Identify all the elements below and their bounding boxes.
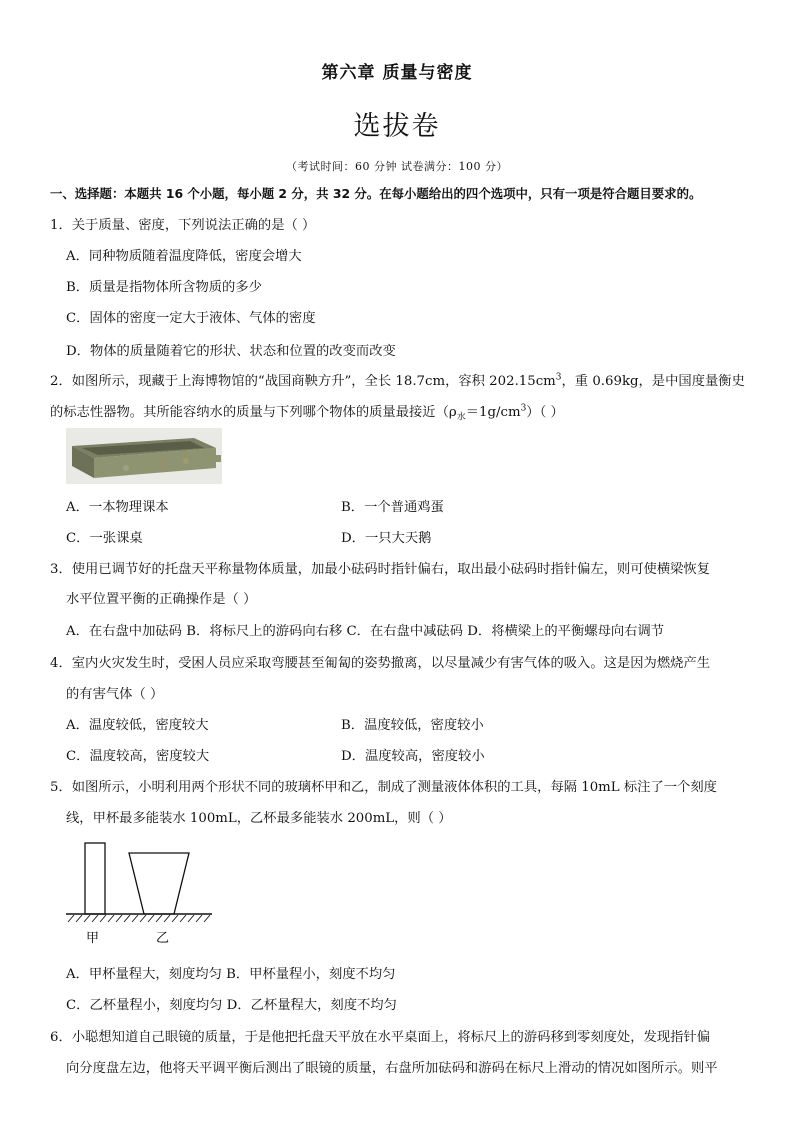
q2-sup-2: 3: [520, 403, 527, 414]
q2-sub-water: 水: [456, 412, 466, 423]
q2-stem-line2: [50, 401, 750, 423]
q2-text-1a: 2．如图所示，现藏于上海博物馆的“战国商鞅方升”，全长 18.7cm，容积 202.15cm: [50, 374, 556, 389]
q2-option-b: B．一个普通鸡蛋: [341, 500, 444, 515]
cups-diagram: [64, 838, 214, 946]
q4-option-c: C．温度较高，密度较大: [66, 749, 210, 764]
label-yi: 乙: [156, 931, 170, 946]
q1-option-b: B．质量是指物体所含物质的多少: [66, 280, 262, 295]
q2-stem-line1: [50, 370, 750, 389]
q2-text-2a: 的标志性器物。其所能容纳水的质量与下列哪个物体的质量最接近（ρ: [50, 405, 457, 420]
q2-text-2c: ）（ ）: [526, 405, 564, 420]
table-hatching: [68, 915, 210, 922]
q2-option-a: A．一本物理课本: [66, 500, 169, 515]
q5-options-line2: C．乙杯量程小，刻度均匀 D．乙杯量程大，刻度不均匀: [66, 998, 397, 1013]
label-jia: 甲: [86, 931, 100, 946]
q1-option-a: A．同种物质随着温度降低，密度会增大: [66, 249, 302, 264]
q6-stem-line2: 向分度盘左边，他将天平调平衡后测出了眼镜的质量，右盘所加砝码和游码在标尺上滑动的情况如图所示。则平: [66, 1061, 718, 1076]
q4-option-a: A．温度较低，密度较大: [66, 718, 209, 733]
q2-text-2b: ＝1g/cm: [465, 405, 521, 420]
q2-option-d: D．一只大天鹅: [341, 531, 432, 546]
q3-options: A．在右盘中加砝码 B．将标尺上的游码向右移 C．在右盘中减砝码 D．将横梁上的平衡螺母向右调节: [66, 624, 665, 639]
q3-stem-line1: 3．使用已调节好的托盘天平称量物体质量，加最小砝码时指针偏右，取出最小砝码时指针偏左，则可使横梁恢复: [50, 562, 711, 577]
section-heading: 一、选择题：本题共 16 个小题，每小题 2 分，共 32 分。在每小题给出的四个选项中，只有一项是符合题目要求的。: [50, 186, 702, 201]
q4-option-d: D．温度较高，密度较小: [341, 749, 485, 764]
q2-sup-1: 3: [555, 372, 562, 383]
exam-meta: （考试时间：60 分钟 试卷满分：100 分）: [286, 160, 508, 173]
q3-stem-line2: 水平位置平衡的正确操作是（ ）: [66, 592, 257, 607]
q4-option-b: B．温度较低，密度较小: [341, 718, 484, 733]
chapter-heading: 第六章 质量与密度: [321, 63, 473, 83]
q4-stem-line1: 4．室内火灾发生时，受困人员应采取弯腰甚至匍匐的姿势撤离，以尽量减少有害气体的吸入。这是因为燃烧产生: [50, 656, 711, 671]
cup-jia-shape: [85, 843, 105, 914]
q2-option-c: C．一张课桌: [66, 531, 143, 546]
q6-stem-line1: 6．小聪想知道自己眼镜的质量，于是他把托盘天平放在水平桌面上，将标尺上的游码移到零刻度处，发现指针偏: [50, 1030, 711, 1045]
q1-option-d: D．物体的质量随着它的形状、状态和位置的改变而改变: [66, 344, 396, 359]
q2-text-1b: ，重 0.69kg，是中国度量衡史: [561, 374, 745, 389]
q5-options-line1: A．甲杯量程大，刻度均匀 B．甲杯量程小，刻度不均匀: [66, 967, 396, 982]
q5-stem-line2: 线，甲杯最多能装水 100mL，乙杯最多能装水 200mL，则（ ）: [66, 811, 452, 826]
exam-title: 选拔卷: [353, 111, 441, 142]
q4-stem-line2: 的有害气体（ ）: [66, 687, 164, 702]
q1-option-c: C．固体的密度一定大于液体、气体的密度: [66, 311, 316, 326]
q1-stem: 1．关于质量、密度，下列说法正确的是（ ）: [50, 218, 316, 233]
cup-yi-shape: [129, 853, 189, 914]
bronze-measure-photo: [66, 428, 222, 484]
q5-stem-line1: 5．如图所示，小明利用两个形状不同的玻璃杯甲和乙，制成了测量液体体积的工具，每隔 10mL 标注了一个刻度: [50, 780, 717, 795]
